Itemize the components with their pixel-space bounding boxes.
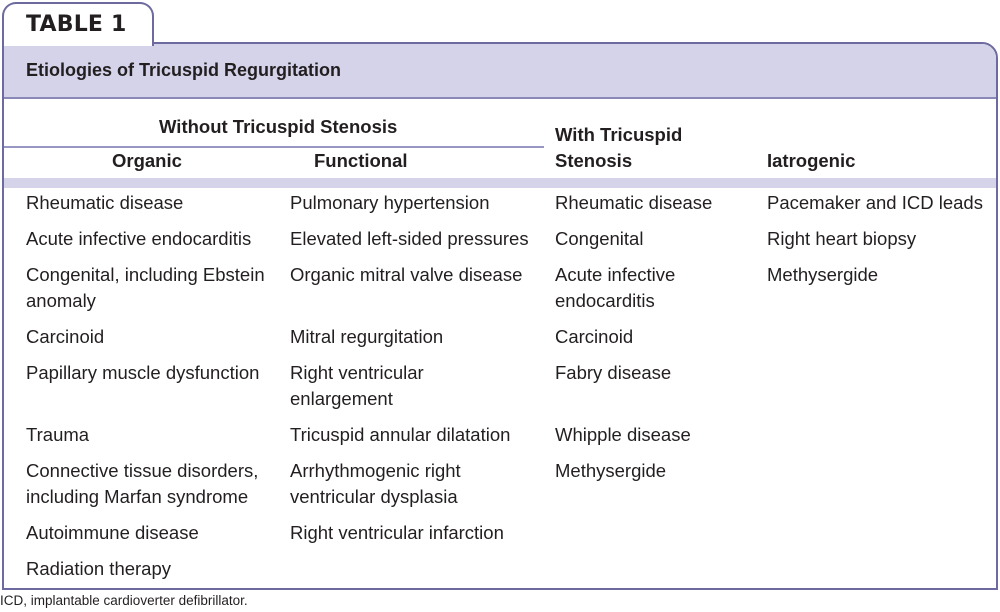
functional-cell: Organic mitral valve disease <box>290 264 523 285</box>
organic-cell: Congenital, including Ebstein anomaly <box>26 264 265 311</box>
header-with-stenosis: With Tricuspid Stenosis <box>555 124 683 171</box>
with-stenosis-cell: Acute infective endocarditis <box>555 264 676 311</box>
organic-cell: Autoimmune disease <box>26 522 199 543</box>
header-organic: Organic <box>112 150 182 171</box>
functional-cell: Arrhythmogenic right ventricular dysplasia <box>290 460 461 507</box>
header-iatrogenic: Iatrogenic <box>767 150 856 171</box>
header-functional: Functional <box>314 150 408 171</box>
table-frame <box>2 42 998 590</box>
functional-cell: Right ventricular infarction <box>290 522 504 543</box>
functional-cell: Mitral regurgitation <box>290 326 444 347</box>
table-label: TABLE 1 <box>26 12 127 37</box>
header-without-stenosis: Without Tricuspid Stenosis <box>159 116 398 137</box>
with-stenosis-cell: Rheumatic disease <box>555 192 713 213</box>
organic-cell: Radiation therapy <box>26 558 172 579</box>
table-title: Etiologies of Tricuspid Regurgitation <box>26 60 342 80</box>
with-stenosis-cell: Whipple disease <box>555 424 691 445</box>
footnote: ICD, implantable cardioverter defibrillator. <box>0 593 248 608</box>
organic-cell: Carcinoid <box>26 326 105 347</box>
iatrogenic-cell: Methysergide <box>767 264 879 285</box>
organic-cell: Trauma <box>26 424 90 445</box>
with-stenosis-cell: Congenital <box>555 228 644 249</box>
functional-cell: Elevated left-sided pressures <box>290 228 529 249</box>
iatrogenic-cell: Pacemaker and ICD leads <box>767 192 983 213</box>
table-label-tab <box>2 2 154 46</box>
with-stenosis-cell: Carcinoid <box>555 326 634 347</box>
with-stenosis-cell: Fabry disease <box>555 362 672 383</box>
header-band <box>4 178 996 188</box>
iatrogenic-cell: Right heart biopsy <box>767 228 917 249</box>
organic-cell: Papillary muscle dysfunction <box>26 362 260 383</box>
organic-cell: Acute infective endocarditis <box>26 228 252 249</box>
functional-cell: Right ventricular enlargement <box>290 362 424 409</box>
organic-cell: Rheumatic disease <box>26 192 184 213</box>
header-divider <box>4 146 544 148</box>
functional-cell: Pulmonary hypertension <box>290 192 490 213</box>
organic-cell: Connective tissue disorders, including Marfan syndrome <box>26 460 259 507</box>
functional-cell: Tricuspid annular dilatation <box>290 424 511 445</box>
with-stenosis-cell: Methysergide <box>555 460 667 481</box>
title-bar <box>4 44 996 99</box>
